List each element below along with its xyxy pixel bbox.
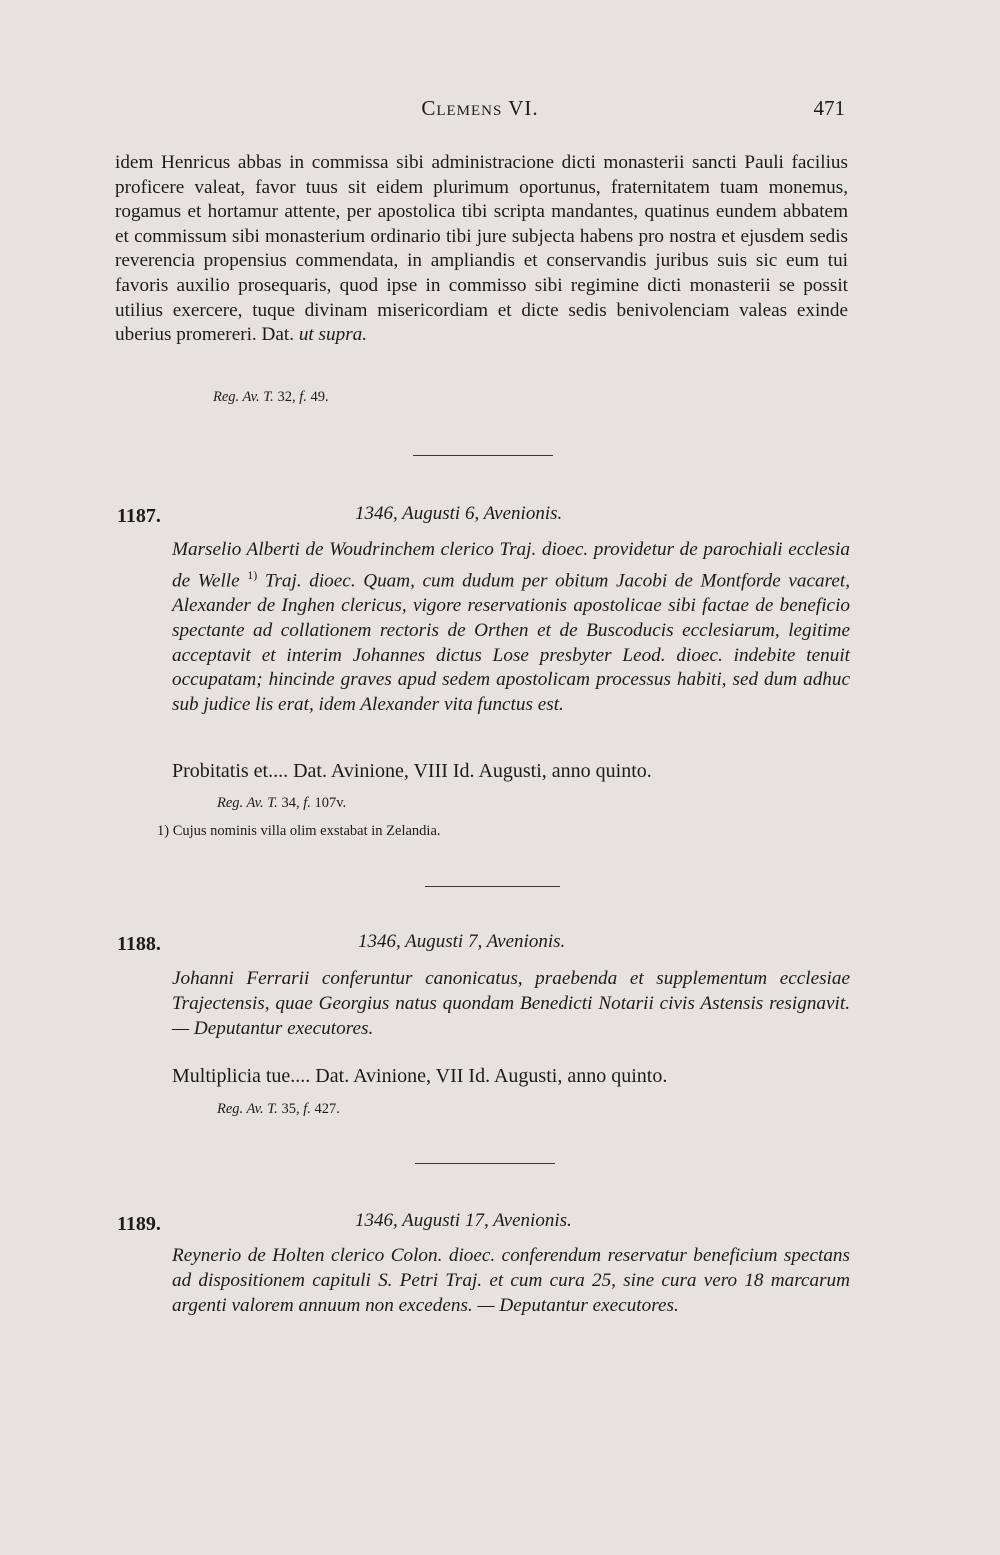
entry-date: 1346, Augusti 7, Avenionis.: [358, 931, 566, 952]
entry-date: 1346, Augusti 17, Avenionis.: [355, 1210, 572, 1231]
intro-citation: [213, 389, 329, 406]
citation-folio-label: f.: [299, 389, 307, 405]
citation-prefix: Reg. Av. T.: [217, 1101, 278, 1117]
citation-prefix: Reg. Av. T.: [213, 389, 274, 405]
entry-summary: [172, 538, 850, 718]
citation-prefix: Reg. Av. T.: [217, 795, 278, 811]
summary-text-cont: Traj. dioec. Quam, cum dudum per obitum Jacobi de Montforde vacaret, Alexander de Inghen clericus, vigore reservationis apostolicae sibi factae de beneficio spectante ad collationem rectoris de Orthen et de Buscoducis ecclesiarum, legitime acceptavit et interim Johannes dictus Lose presbyter Leod. dioec. indebite tenuit occupatam; hincinde graves apud sedem apostolicam processus habiti, sed dum adhuc sub judice lis erat, idem Alexander vita functus est.: [172, 570, 850, 716]
citation-folio: 107v.: [314, 795, 347, 811]
section-divider: [415, 1163, 555, 1164]
entry-citation: [217, 795, 346, 812]
entry-incipit: Multiplicia tue.... Dat. Avinione, VII Id. Augusti, anno quinto.: [172, 1065, 668, 1087]
intro-dat-suffix: ut supra.: [298, 324, 368, 346]
intro-text: idem Henricus abbas in commissa sibi administracione dicti monasterii sancti Pauli facilius proficere valeat, favor tuus sit eidem plurimum oportunus, fraternitatem tuam monemus, rogamus et hortamur attente, per apostolica tibi scripta mandantes, quatinus eundem abbatem et commissum sibi monasterium ordinario tibi jure subjecta habens pro nostra et ejusdem sedis reverencia propensius commendata, in ampliandis et conservandis juribus suis sic eum tui favoris auxilio prosequaris, quod ipse in commisso sibi regimine dicti monasterii se possit utilius exercere, tuque divinam misericordiam et dicte sedis benivolenciam valeas exinde uberius promereri. Dat.: [115, 152, 848, 346]
section-divider: [413, 455, 553, 456]
citation-volume: 35,: [281, 1101, 300, 1117]
running-title: Clemens VI.: [421, 96, 539, 120]
summary-text: Marselio Alberti de Woudrinchem clerico Traj. dioec. providetur de parochiali ecclesia de Welle: [172, 539, 850, 592]
entry-citation: [217, 1101, 340, 1118]
entry-date: 1346, Augusti 6, Avenionis.: [355, 503, 563, 524]
entry-number: 1187.: [117, 505, 161, 527]
entry-summary: Johanni Ferrarii conferuntur canonicatus, praebenda et supplementum ecclesiae Trajectensis, quae Georgius natus quondam Benedicti Notarii civis Astensis resignavit. — Deputantur executores.: [172, 968, 850, 1039]
entry-incipit: Probitatis et.... Dat. Avinione, VIII Id. Augusti, anno quinto.: [172, 760, 652, 782]
footnote-ref: 1): [247, 567, 258, 582]
footnote: 1) Cujus nominis villa olim exstabat in Zelandia.: [157, 823, 441, 839]
citation-folio-label: f.: [303, 1101, 311, 1117]
section-divider: [425, 886, 560, 887]
entry-number: 1189.: [117, 1213, 161, 1235]
page-header: [115, 96, 845, 126]
entry-summary: Reynerio de Holten clerico Colon. dioec. conferendum reservatur beneficium spectans ad dispositionem capituli S. Petri Traj. et cum cura 25, sine cura vero 18 marcarum argenti valorem annuum non excedens. — Deputantur executores.: [172, 1245, 850, 1316]
citation-folio: 49.: [310, 389, 329, 405]
intro-paragraph: [115, 151, 848, 348]
citation-folio-label: f.: [303, 795, 311, 811]
citation-volume: 34,: [281, 795, 300, 811]
citation-volume: 32,: [277, 389, 296, 405]
citation-folio: 427.: [314, 1101, 340, 1117]
page-number: 471: [813, 96, 845, 120]
entry-number: 1188.: [117, 933, 161, 955]
